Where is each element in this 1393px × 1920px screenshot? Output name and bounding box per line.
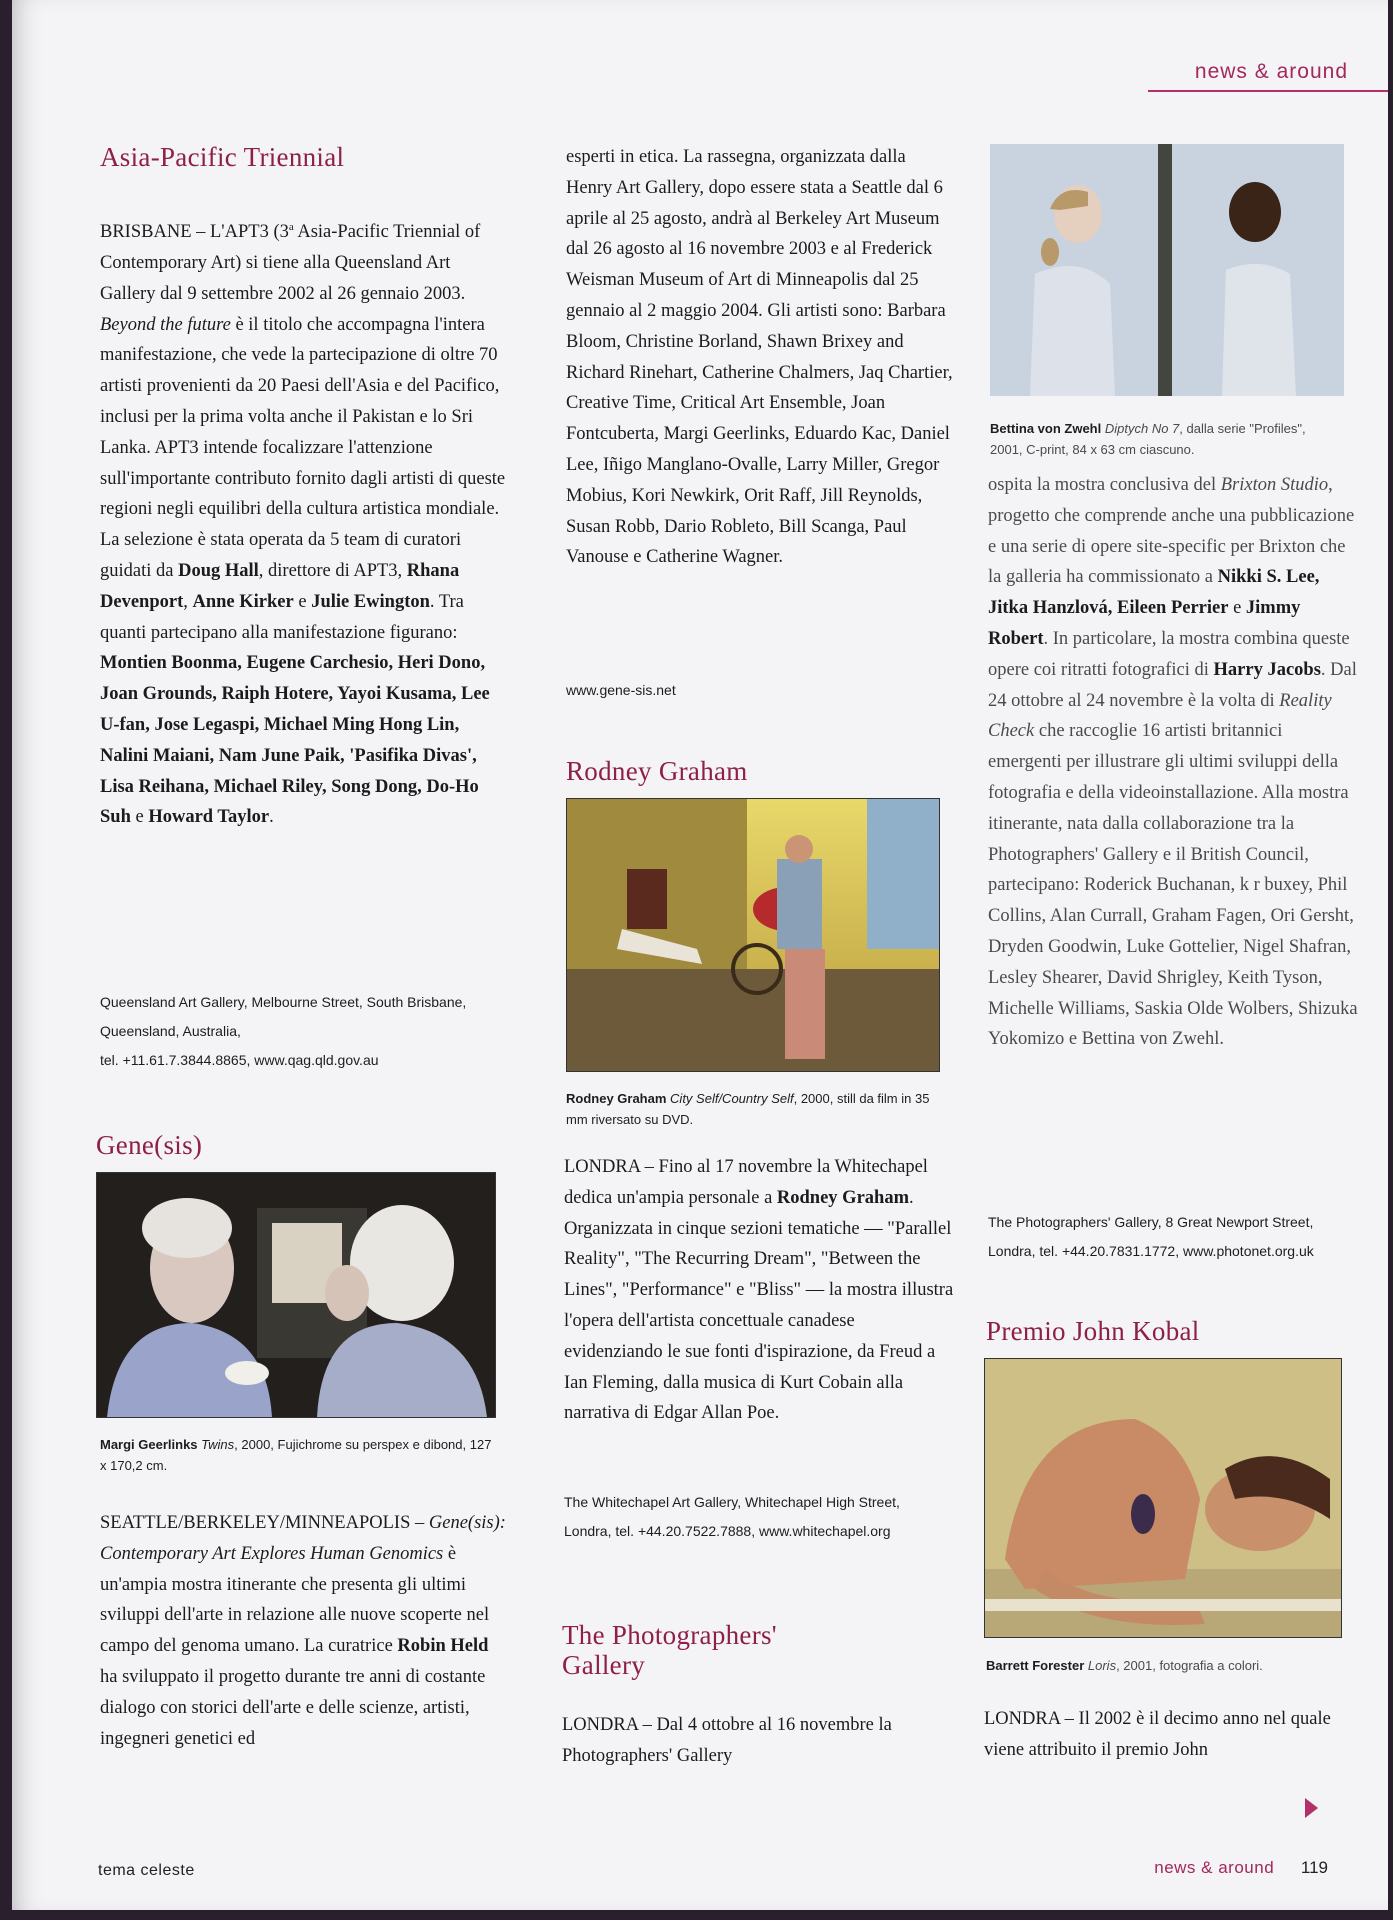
venue-info-rodney: The Whitechapel Art Gallery, Whitechapel High Street, Londra, tel. +44.20.7522.7888, www.whitechapel.org xyxy=(564,1494,900,1539)
venue-info-apt: Queensland Art Gallery, Melbourne Street, South Brisbane, Queensland, Australia, tel. +11.61.7.3844.8865, www.qag.qld.gov.au xyxy=(100,994,467,1068)
genesis-url: www.gene-sis.net xyxy=(566,682,676,698)
caption-twins: Margi Geerlinks Twins, 2000, Fujichrome su perspex e dibond, 127 x 170,2 cm. xyxy=(100,1437,492,1473)
photo-city-self-image xyxy=(567,799,939,1071)
article-body-photographers: LONDRA – Dal 4 ottobre al 16 novembre la Photographers' Gallery xyxy=(562,1715,892,1766)
article-body-apt: BRISBANE – L'APT3 (3$^a$ Asia-Pacific Triennial of Contemporary Art) si tiene alla Queensland Art Gallery dal 9 settembre 2002 al 26 gennaio 2003. Beyond the future è il titolo che accompagna l'intera manifestazione, che vede la partecipazione di oltre 70 artisti provenienti da 20 Paesi dell'Asia e del Pacifico, inclusi per la prima volta anche il Pakistan e lo Sri Lanka. APT3 intende focalizzare l'attenzione sull'importante contributo fornito dagli artisti di queste regioni negli equilibri della cultura artistica mondiale. La selezione è stata operata da 5 team di curatori guidati da Doug Hall, direttore di APT3, Rhana Devenport, Anne Kirker e Julie Ewington. Tra quanti partecipano alla manifestazione figurano: Montien Boonma, Eugene Carchesio, Heri Dono, Joan Grounds, Raiph Hotere, Yayoi Kusama, Lee U-fan, Jose Legaspi, Michael Ming Hong Lin, Nalini Maiani, Nam June Paik, 'Pasifika Divas', Lisa Reihana, Michael Riley, Song Dong, Do-Ho Suh e Howard Taylor. xyxy=(100,221,506,828)
photo-twins-image xyxy=(97,1173,495,1417)
article-title-photographers: The Photographers' Gallery xyxy=(562,1620,777,1681)
caption-city-self: Rodney Graham City Self/Country Self, 2000, still da film in 35 mm riversato su DVD. xyxy=(566,1091,930,1127)
photo-diptych xyxy=(990,144,1344,396)
footer-magazine: tema celeste xyxy=(98,1862,195,1879)
footer-section: news & around xyxy=(1154,1858,1275,1877)
article-body-rodney: LONDRA – Fino al 17 novembre la Whitechapel dedica un'ampia personale a Rodney Graham. Organizzata in cinque sezioni tematiche — "Parallel Reality", "The Recurring Dream", "Between the Lines", "Performance" e "Bliss" — la mostra illustra l'opera dell'artista concettuale canadese evidenziando le sue fonti d'ispirazione, da Freud a Ian Fleming, dalla musica di Kurt Cobain alla narrativa di Edgar Allan Poe. xyxy=(564,1157,954,1424)
photo-loris xyxy=(984,1358,1342,1638)
footer-right xyxy=(1154,1858,1328,1878)
article-body-photographers-continued: ospita la mostra conclusiva del Brixton Studio, progetto che comprende anche una pubblicazione e una serie di opere site-specific per Brixton che la galleria ha commissionato a Nikki S. Lee, Jitka Hanzlová, Eileen Perrier e Jimmy Robert. In particolare, la mostra combina queste opere coi ritratti fotografici di Harry Jacobs. Dal 24 ottobre al 24 novembre è la volta di Reality Check che raccoglie 16 artisti britannici emergenti per illustrare gli ultimi sviluppi della fotografia e della videoinstallazione. Alla mostra itinerante, nata dalla collaborazione tra la Photographers' Gallery e il British Council, partecipano: Roderick Buchanan, k r buxey, Phil Collins, Alan Currall, Graham Fagen, Ori Gersht, Dryden Goodwin, Luke Gottelier, Nigel Shafran, Lesley Shearer, David Shrigley, Keith Tyson, Michelle Williams, Saskia Olde Wolbers, Shizuka Yokomizo e Bettina von Zwehl. xyxy=(988,475,1358,1050)
photo-loris-image xyxy=(985,1359,1341,1637)
article-body-genesis-continued: esperti in etica. La rassegna, organizzata dalla Henry Art Gallery, dopo essere stata a Seattle dal 6 aprile al 25 agosto, andrà al Berkeley Art Museum dal 26 agosto al 16 novembre 2003 e al Frederick Weisman Museum of Art di Minneapolis dal 25 gennaio al 2 maggio 2004. Gli artisti sono: Barbara Bloom, Christine Borland, Shawn Brixey and Richard Rinehart, Catherine Chalmers, Jaq Chartier, Creative Time, Critical Art Ensemble, Joan Fontcuberta, Margi Geerlinks, Eduardo Kac, Daniel Lee, Iñigo Manglano-Ovalle, Larry Miller, Gregor Mobius, Kori Newkirk, Orit Raff, Jill Reynolds, Susan Robb, Dario Robleto, Bill Scanga, Paul Vanouse e Catherine Wagner. xyxy=(566,147,953,568)
article-title-genesis: Gene(sis) xyxy=(96,1130,203,1160)
article-body-kobal: LONDRA – Il 2002 è il decimo anno nel quale viene attribuito il premio John xyxy=(984,1709,1331,1760)
continue-arrow-icon xyxy=(1305,1798,1318,1818)
page-number: 119 xyxy=(1300,1858,1328,1877)
section-tag-rule xyxy=(1148,90,1388,92)
photo-diptych-image xyxy=(990,144,1344,396)
caption-diptych: Bettina von Zwehl Diptych No 7, dalla serie "Profiles", 2001, C-print, 84 x 63 cm ciascuno. xyxy=(990,421,1306,457)
venue-info-photographers: The Photographers' Gallery, 8 Great Newport Street, Londra, tel. +44.20.7831.1772, www.photonet.org.uk xyxy=(988,1214,1314,1259)
photo-city-self xyxy=(566,798,940,1072)
article-title-rodney: Rodney Graham xyxy=(566,756,748,786)
caption-loris: Barrett Forester Loris, 2001, fotografia a colori. xyxy=(986,1658,1263,1673)
article-title-kobal: Premio John Kobal xyxy=(986,1316,1200,1346)
magazine-page xyxy=(12,0,1388,1910)
section-tag: news & around xyxy=(1194,60,1348,83)
article-body-genesis: SEATTLE/BERKELEY/MINNEAPOLIS – Gene(sis): Contemporary Art Explores Human Genomics è un'ampia mostra itinerante che presenta gli ultimi sviluppi dell'arte in relazione alle nuove scoperte nel campo del genoma umano. La curatrice Robin Held ha sviluppato il progetto durante tre anni di costante dialogo con storici dell'arte e delle scienze, artisti, ingegneri genetici ed xyxy=(100,1513,506,1749)
article-title-apt: Asia-Pacific Triennial xyxy=(100,142,345,172)
photo-twins xyxy=(96,1172,496,1418)
